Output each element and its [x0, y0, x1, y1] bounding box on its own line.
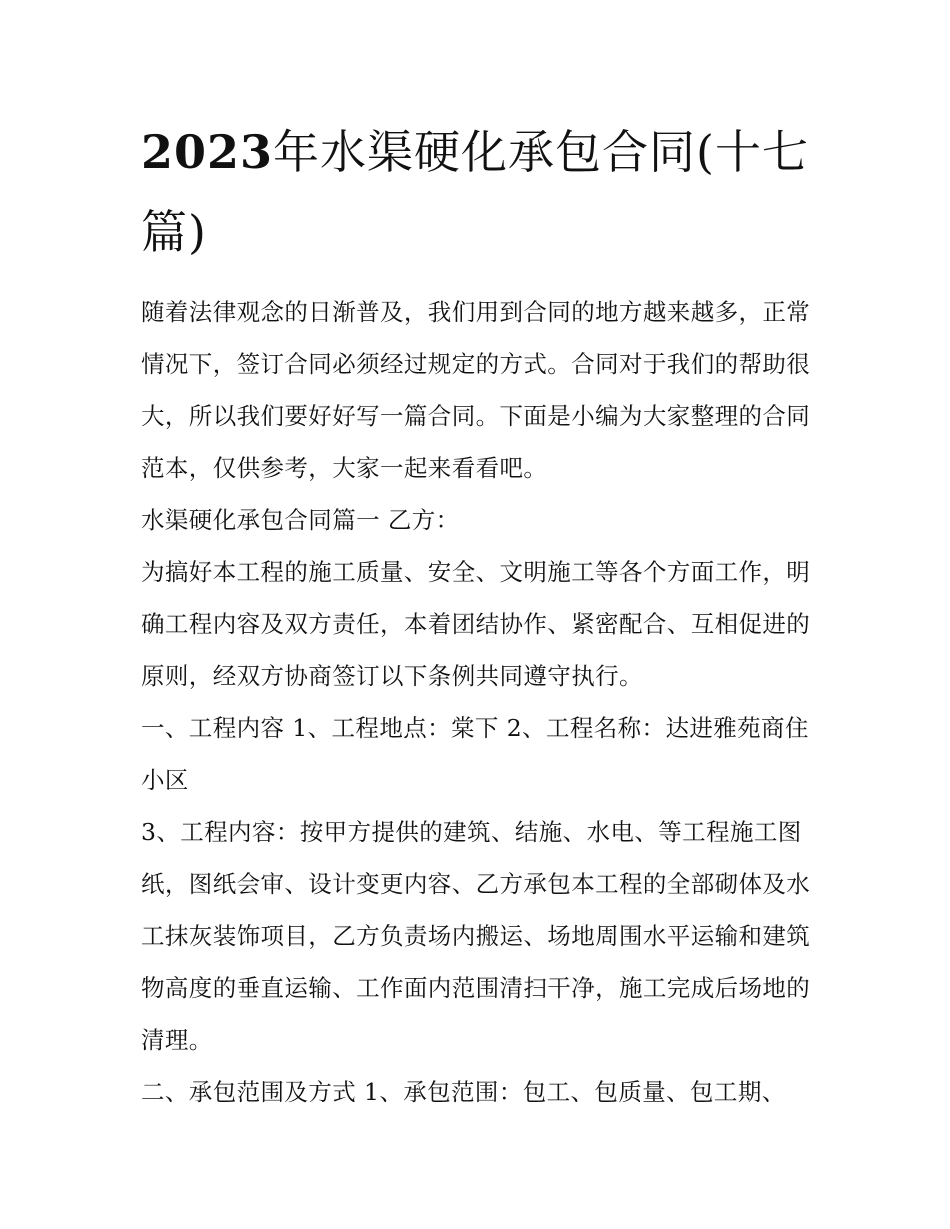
document-title	[141, 112, 821, 272]
clause-contract-scope: 二、承包范围及方式 1、承包范围：包工、包质量、包工期、	[141, 1078, 786, 1106]
section-heading-part-one: 水渠硬化承包合同篇一 乙方：	[141, 506, 460, 534]
title-year: 2023	[141, 125, 274, 179]
purpose-paragraph: 为搞好本工程的施工质量、安全、文明施工等各个方面工作，明确工程内容及双方责任，本着团结协作、紧密配合、互相促进的原则，经双方协商签订以下条例共同遵守执行。	[141, 558, 811, 690]
clause-work-content: 一、工程内容 1、工程地点：棠下 2、工程名称：达进雅苑商住小区	[141, 714, 809, 794]
document-body	[141, 112, 821, 1118]
clause-work-details: 3、工程内容：按甲方提供的建筑、结施、水电、等工程施工图纸，图纸会审、设计变更内容、乙方承包本工程的全部砌体及水工抹灰装饰项目，乙方负责场内搬运、场地周围水平运输和建筑物高度的垂直运输、工作面内范围清扫干净，施工完成后场地的清理。	[141, 818, 811, 1054]
title-text: 年水渠硬化承包合同(十七篇)	[141, 125, 809, 259]
intro-paragraph: 随着法律观念的日渐普及，我们用到合同的地方越来越多，正常情况下，签订合同必须经过规定的方式。合同对于我们的帮助很大，所以我们要好好写一篇合同。下面是小编为大家整理的合同范本，仅供参考，大家一起来看看吧。	[141, 298, 811, 482]
